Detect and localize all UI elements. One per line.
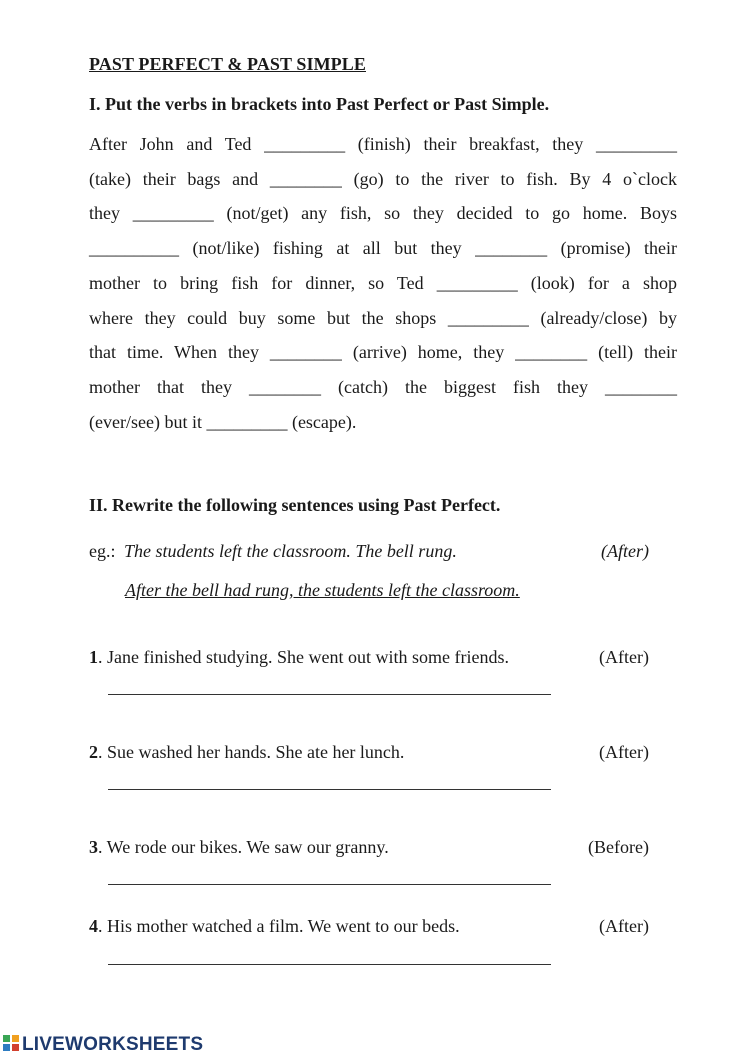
item-text: . We rode our bikes. We saw our granny. <box>98 837 389 857</box>
liveworksheets-brand[interactable] <box>2 1034 203 1056</box>
example-hint: (After) <box>601 541 649 561</box>
example-sentence: The students left the classroom. The bell rung. <box>124 541 457 561</box>
liveworksheets-logo-icon <box>2 1034 20 1052</box>
example-label: eg.: <box>89 541 116 561</box>
answer-line-4[interactable] <box>108 964 551 965</box>
item-text: . Jane finished studying. She went out with some friends. <box>98 647 509 667</box>
section-1-heading: I. Put the verbs in brackets into Past Perfect or Past Simple. <box>89 94 550 114</box>
paragraph-line: __________ (not/like) fishing at all but they ________ (promise) their <box>89 238 677 259</box>
example-answer: After the bell had rung, the students left the classroom. <box>125 580 520 600</box>
paragraph-line: that time. When they ________ (arrive) home, they ________ (tell) their <box>89 342 677 363</box>
paragraph-line: where they could buy some but the shops _________ (already/close) by <box>89 307 677 328</box>
item-hint: (After) <box>599 647 649 667</box>
brand-text: LIVEWORKSHEETS <box>22 1034 204 1055</box>
item-number: 2 <box>89 742 98 762</box>
paragraph-line: mother to bring fish for dinner, so Ted _________ (look) for a shop <box>89 272 677 293</box>
item-text: . Sue washed her hands. She ate her lunch. <box>98 742 405 762</box>
paragraph-line: After John and Ted _________ (finish) their breakfast, they _________ <box>89 134 677 154</box>
section-1-paragraph <box>89 127 677 439</box>
paragraph-line: (ever/see) but it _________ (escape). <box>89 411 357 432</box>
paragraph-line: (take) their bags and ________ (go) to the river to fish. By 4 o`clock <box>89 168 677 189</box>
item-number: 3 <box>89 837 98 857</box>
exercise-item-4 <box>89 916 649 937</box>
exercise-item-2 <box>89 742 649 763</box>
item-text: . His mother watched a film. We went to our beds. <box>98 916 460 936</box>
item-hint: (Before) <box>588 837 649 857</box>
item-hint: (After) <box>599 916 649 936</box>
item-hint: (After) <box>599 742 649 762</box>
item-number: 4 <box>89 916 98 936</box>
exercise-item-1 <box>89 647 649 668</box>
answer-line-2[interactable] <box>108 789 551 790</box>
page-title: PAST PERFECT & PAST SIMPLE <box>89 54 366 74</box>
exercise-item-3 <box>89 837 649 858</box>
answer-line-3[interactable] <box>108 884 551 885</box>
item-number: 1 <box>89 647 98 667</box>
section-2-heading: II. Rewrite the following sentences using Past Perfect. <box>89 495 501 515</box>
answer-line-1[interactable] <box>108 694 551 695</box>
paragraph-line: mother that they ________ (catch) the biggest fish they ________ <box>89 376 677 397</box>
paragraph-line: they _________ (not/get) any fish, so they decided to go home. Boys <box>89 203 677 224</box>
